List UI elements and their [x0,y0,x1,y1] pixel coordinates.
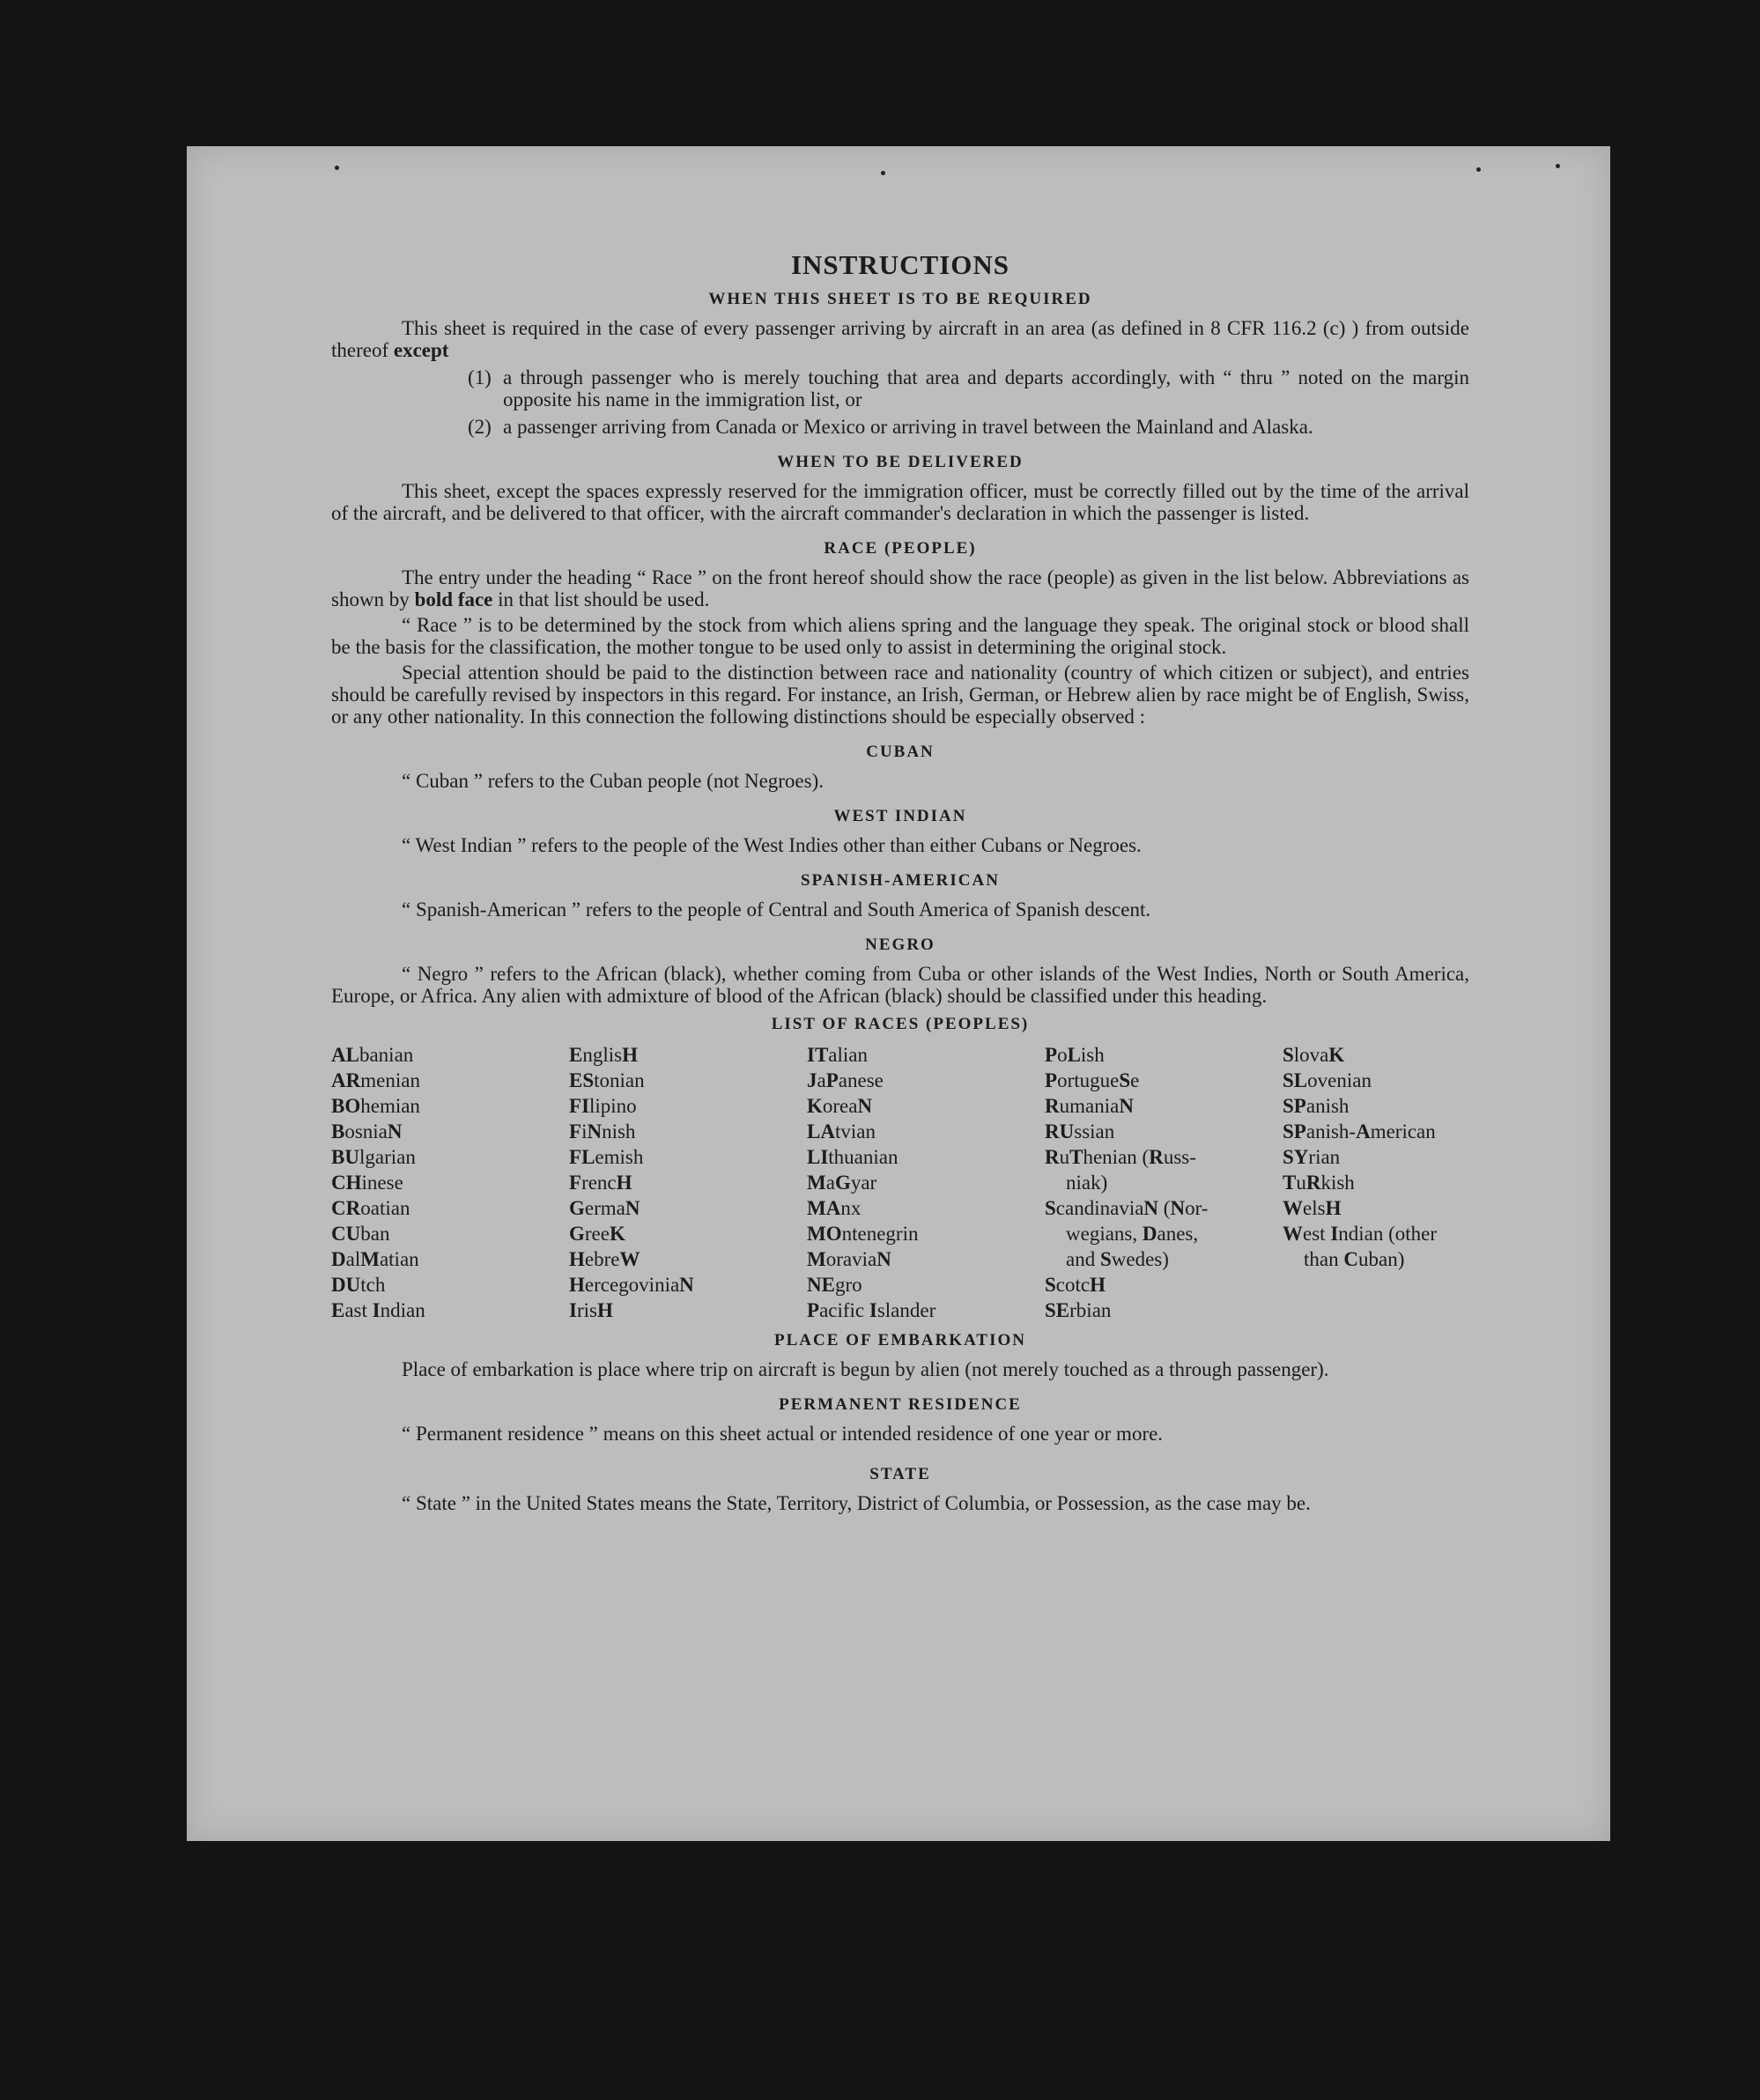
race-entry: FIlipino [569,1095,637,1117]
required-paragraph [331,317,1469,361]
race-entry: PortugueSe [1045,1069,1140,1091]
race-entry: BosniaN [331,1120,403,1142]
section-heading-required: WHEN THIS SHEET IS TO BE REQUIRED [708,290,1092,308]
spanish-american-paragraph: “ Spanish-American ” refers to the people of Central and South America of Spanish descent. [402,898,1151,921]
race-entry: CHinese [331,1172,403,1194]
race-entry: MAnx [807,1197,862,1219]
section-heading-spanish-american: SPANISH-AMERICAN [801,871,1000,890]
section-heading-list-of-races: LIST OF RACES (PEOPLES) [771,1015,1030,1033]
race-entry: SLovenian [1283,1069,1372,1091]
race-entry: ScotcH [1045,1274,1106,1296]
race-entry: Pacific Islander [807,1299,936,1321]
race-entry: GreeK [569,1223,625,1245]
race-entry: SErbian [1045,1299,1112,1321]
punch-mark [881,171,885,175]
race-entry: EStonian [569,1069,645,1091]
race-entry: SPanish-American [1283,1120,1436,1142]
race-entry: LAtvian [807,1120,876,1142]
delivered-paragraph: This sheet, except the spaces expressly reserved for the immigration officer, must be correctly filled out by the time of the arrival of the aircraft, and be delivered to that officer, with the aircraft commander's declaration in which the passenger is listed. [331,480,1469,524]
race-entry: EnglisH [569,1044,638,1066]
race-entry: FLemish [569,1146,644,1168]
punch-mark [335,166,339,170]
west-indian-paragraph: “ West Indian ” refers to the people of the West Indies other than either Cubans or Negroes. [402,834,1142,856]
section-heading-delivered: WHEN TO BE DELIVERED [777,453,1024,471]
races-column [569,1042,807,1323]
list-item-number: (1) [468,366,492,388]
races-column [1283,1042,1469,1323]
race-entry: ITalian [807,1044,868,1066]
section-heading-cuban: CUBAN [866,743,935,761]
race-entry: ALbanian [331,1044,414,1066]
race-entry: RuThenian (Russ- [1045,1146,1196,1168]
race-entry: MaGyar [807,1172,877,1194]
race-entry: HebreW [569,1248,640,1270]
list-item [468,366,1469,410]
race-entry: IrisH [569,1299,613,1321]
race-entry: SYrian [1283,1146,1341,1168]
document-page [187,146,1610,1841]
race-entry: WelsH [1283,1197,1342,1219]
race-entry: FiNnish [569,1120,636,1142]
race-text: The entry under the heading “ Race ” on the front hereof should show the race (people) as given in the list below. Abbreviations as shown by [331,566,1469,610]
state-paragraph: “ State ” in the United States means the State, Territory, District of Columbia, or Possession, as the case may be. [402,1492,1311,1514]
races-table [331,1042,1469,1323]
cuban-paragraph: “ Cuban ” refers to the Cuban people (not Negroes). [402,770,825,792]
punch-mark [1556,164,1560,168]
race-entry: HercegoviniaN [569,1274,694,1296]
race-entry: PoLish [1045,1044,1105,1066]
list-item-text: a passenger arriving from Canada or Mexico or arriving in travel between the Mainland and Alaska. [503,416,1313,438]
race-entry: East Indian [331,1299,425,1321]
race-entry: niak) [1066,1172,1108,1194]
list-item [468,416,1469,438]
race-entry: FrencH [569,1172,632,1194]
race-entry: BOhemian [331,1095,420,1117]
required-bold-text: except [393,339,449,361]
list-item-text: a through passenger who is merely touching that area and departs accordingly, with “ thru ” noted on the margin opposite his name in the immigration list, or [503,366,1469,410]
race-entry: MoraviaN [807,1248,891,1270]
races-column [331,1042,569,1323]
race-entry: BUlgarian [331,1146,416,1168]
race-entry: SPanish [1283,1095,1350,1117]
punch-mark [1476,167,1481,172]
list-item-number: (2) [468,416,492,438]
race-entry: GermaN [569,1197,640,1219]
race-entry: RUssian [1045,1120,1115,1142]
race-entry: than Cuban) [1304,1248,1405,1270]
race-text: in that list should be used. [492,588,710,610]
race-entry: TuRkish [1283,1172,1355,1194]
race-entry: SlovaK [1283,1044,1345,1066]
race-entry: West Indian (other [1283,1223,1438,1245]
section-heading-embarkation: PLACE OF EMBARKATION [774,1331,1026,1349]
race-entry: wegians, Danes, [1066,1223,1199,1245]
race-entry: DUtch [331,1274,386,1296]
section-heading-negro: NEGRO [865,935,935,954]
race-entry: NEgro [807,1274,862,1296]
instructions-content [331,250,1469,1518]
required-text: This sheet is required in the case of every passenger arriving by aircraft in an area (as defined in 8 CFR 116.2 (c) ) from outside thereof [331,317,1469,361]
section-heading-west-indian: WEST INDIAN [833,807,967,825]
race-paragraph-2: “ Race ” is to be determined by the stock from which aliens spring and the language they speak. The original stock or blood shall be the basis for the classification, the mother tongue to be used only to assist in determining the original stock. [331,614,1469,658]
race-entry: KoreaN [807,1095,873,1117]
race-entry: CUban [331,1223,390,1245]
race-paragraph-1 [331,566,1469,610]
race-entry: DalMatian [331,1248,419,1270]
race-entry: ARmenian [331,1069,420,1091]
race-entry: ScandinaviaN (Nor- [1045,1197,1209,1219]
embarkation-paragraph: Place of embarkation is place where trip on aircraft is begun by alien (not merely touched as a through passenger). [402,1358,1329,1380]
races-column [1045,1042,1283,1323]
residence-paragraph: “ Permanent residence ” means on this sheet actual or intended residence of one year or more. [402,1423,1164,1445]
page-title: INSTRUCTIONS [790,249,1009,280]
race-bold-text: bold face [414,588,493,610]
race-paragraph-3: Special attention should be paid to the distinction between race and nationality (country of which citizen or subject), and entries should be carefully revised by inspectors in this regard. For instance, an Irish, German, or Hebrew alien by race might be of English, Swiss, or any other nationality. In this connection the following distinctions should be especially observed : [331,662,1469,728]
race-entry: RumaniaN [1045,1095,1134,1117]
race-entry: JaPanese [807,1069,884,1091]
section-heading-residence: PERMANENT RESIDENCE [779,1395,1022,1414]
section-heading-state: STATE [869,1465,931,1483]
section-heading-race: RACE (PEOPLE) [824,539,977,558]
race-entry: CRoatian [331,1197,410,1219]
races-column [807,1042,1045,1323]
race-entry: LIthuanian [807,1146,898,1168]
race-entry: MOntenegrin [807,1223,919,1245]
race-entry: and Swedes) [1066,1248,1169,1270]
negro-paragraph: “ Negro ” refers to the African (black), whether coming from Cuba or other islands of the West Indies, North or South America, Europe, or Africa. Any alien with admixture of blood of the African (black) should be classified under this heading. [331,963,1469,1007]
